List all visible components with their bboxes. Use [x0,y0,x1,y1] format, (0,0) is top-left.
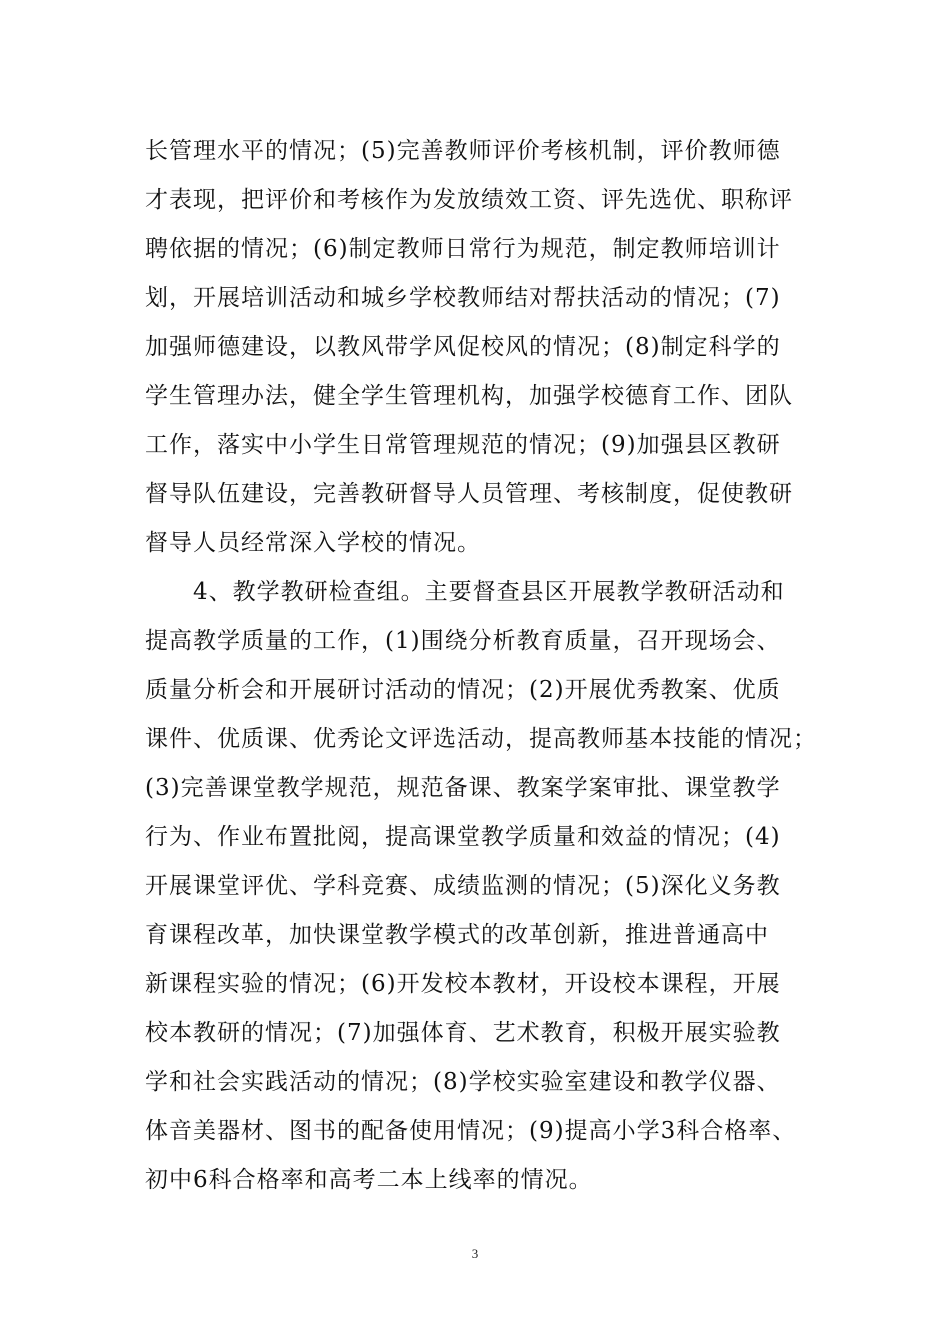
text-line: 工作，落实中小学生日常管理规范的情况；(9)加强县区教研 [145,432,781,458]
text-line: 校本教研的情况；(7)加强体育、艺术教育，积极开展实验教 [145,1020,781,1046]
text-line: 划，开展培训活动和城乡学校教师结对帮扶活动的情况；(7) [145,285,781,311]
text-line: 督导人员经常深入学校的情况。 [145,530,481,556]
section-heading-line: 4、教学教研检查组。主要督查县区开展教学教研活动和 [145,579,785,605]
text-line: 育课程改革，加快课堂教学模式的改革创新，推进普通高中 [145,922,769,948]
text-line: 开展课堂评优、学科竞赛、成绩监测的情况；(5)深化义务教 [145,873,781,899]
text-line: 聘依据的情况；(6)制定教师日常行为规范，制定教师培训计 [145,236,781,262]
body-text [145,127,825,1205]
text-line: 新课程实验的情况；(6)开发校本教材，开设校本课程，开展 [145,971,781,997]
text-line: 学生管理办法，健全学生管理机构，加强学校德育工作、团队 [145,383,793,409]
text-line: 提高教学质量的工作，(1)围绕分析教育质量，召开现场会、 [145,628,781,654]
text-line: 课件、优质课、优秀论文评选活动，提高教师基本技能的情况； [145,726,817,752]
page-number: 3 [471,1246,479,1261]
text-line: 督导队伍建设，完善教研督导人员管理、考核制度，促使教研 [145,481,793,507]
text-line: 长管理水平的情况；(5)完善教师评价考核机制，评价教师德 [145,138,781,164]
text-line: 才表现，把评价和考核作为发放绩效工资、评先选优、职称评 [145,187,793,213]
text-line: (3)完善课堂教学规范，规范备课、教案学案审批、课堂教学 [145,775,781,801]
text-line: 行为、作业布置批阅，提高课堂教学质量和效益的情况；(4) [145,824,781,850]
text-line: 学和社会实践活动的情况；(8)学校实验室建设和教学仪器、 [145,1069,781,1095]
text-line: 体音美器材、图书的配备使用情况；(9)提高小学3科合格率、 [145,1118,797,1144]
text-line: 质量分析会和开展研讨活动的情况；(2)开展优秀教案、优质 [145,677,781,703]
text-line: 初中6科合格率和高考二本上线率的情况。 [145,1167,593,1193]
text-line: 加强师德建设，以教风带学风促校风的情况；(8)制定科学的 [145,334,781,360]
